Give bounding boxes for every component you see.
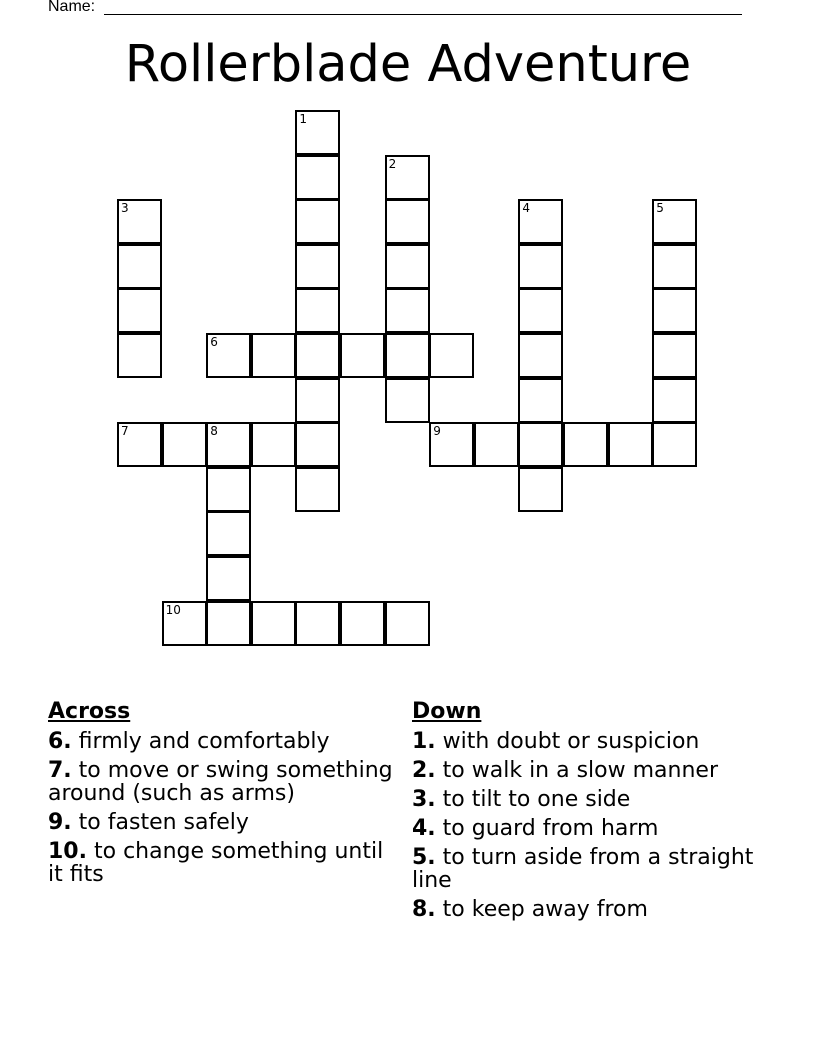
- clue-number: 3.: [412, 787, 436, 812]
- grid-cell[interactable]: [518, 244, 563, 289]
- clue-text: firmly and comfortably: [78, 729, 330, 754]
- grid-cell[interactable]: [162, 601, 207, 646]
- grid-cell[interactable]: [340, 601, 385, 646]
- clue-number-label: 7: [121, 424, 129, 439]
- grid-cell[interactable]: [474, 422, 519, 467]
- grid-cell[interactable]: [652, 333, 697, 378]
- grid-cell[interactable]: [608, 422, 653, 467]
- clue-number-label: 2: [388, 156, 397, 171]
- grid-cell[interactable]: [295, 601, 340, 646]
- grid-cell[interactable]: [206, 556, 251, 601]
- clue-across: [48, 759, 393, 805]
- grid-cell[interactable]: [385, 199, 430, 244]
- grid-cell[interactable]: [652, 199, 697, 244]
- across-heading: Across: [48, 699, 131, 724]
- grid-cell[interactable]: [385, 601, 430, 646]
- clue-number: 6.: [48, 729, 72, 754]
- grid-cell[interactable]: [385, 244, 430, 289]
- grid-cell[interactable]: [518, 199, 563, 244]
- grid-cell[interactable]: [518, 288, 563, 333]
- across-clues: [48, 700, 393, 892]
- grid-cell[interactable]: [652, 244, 697, 289]
- grid-cell[interactable]: [295, 467, 340, 512]
- grid-cell[interactable]: [206, 601, 251, 646]
- clue-number-label: 1: [299, 112, 308, 126]
- clue-number: 2.: [412, 758, 436, 783]
- puzzle-title: Rollerblade Adventure: [124, 35, 692, 94]
- clue-number: 4.: [412, 816, 436, 841]
- grid-cell[interactable]: [652, 378, 697, 423]
- clue-text: to change something until it fits: [48, 839, 384, 887]
- grid-cell[interactable]: [385, 333, 430, 378]
- grid-cell[interactable]: [295, 244, 340, 289]
- grid-cell[interactable]: [295, 288, 340, 333]
- grid-cell[interactable]: [162, 422, 207, 467]
- clue-text: to guard from harm: [442, 816, 659, 841]
- clue-number-label: 8: [210, 424, 218, 439]
- clue-number-label: 6: [210, 335, 218, 349]
- grid-cell[interactable]: [429, 422, 474, 467]
- grid-cell[interactable]: [206, 422, 251, 467]
- down-clues: [412, 700, 772, 927]
- clue-down: [412, 788, 772, 811]
- grid-cell[interactable]: [117, 244, 162, 289]
- clue-text: to keep away from: [442, 897, 648, 922]
- grid-cell[interactable]: [295, 199, 340, 244]
- grid-cell[interactable]: [295, 110, 340, 155]
- clue-down: [412, 898, 772, 921]
- grid-cell[interactable]: [429, 333, 474, 378]
- clue-number-label: 5: [656, 201, 664, 216]
- clue-down: [412, 846, 772, 892]
- grid-cell[interactable]: [295, 333, 340, 378]
- clue-across: [48, 811, 393, 834]
- clue-text: to move or swing something around (such as arms): [48, 758, 393, 806]
- grid-cell[interactable]: [385, 288, 430, 333]
- grid-cell[interactable]: [117, 199, 162, 244]
- grid-cell[interactable]: [295, 155, 340, 200]
- grid-cell[interactable]: [340, 333, 385, 378]
- grid-cell[interactable]: [251, 601, 296, 646]
- clue-down: [412, 759, 772, 782]
- grid-cell[interactable]: [206, 333, 251, 378]
- grid-cell[interactable]: [295, 422, 340, 467]
- grid-cell[interactable]: [117, 288, 162, 333]
- grid-cell[interactable]: [652, 422, 697, 467]
- grid-cell[interactable]: [385, 155, 430, 200]
- grid-cell[interactable]: [518, 333, 563, 378]
- grid-cell[interactable]: [251, 333, 296, 378]
- grid-cell[interactable]: [117, 422, 162, 467]
- clue-down: [412, 817, 772, 840]
- grid-cell[interactable]: [652, 288, 697, 333]
- clue-number: 5.: [412, 845, 436, 870]
- clue-across: [48, 840, 393, 886]
- clue-number: 10.: [48, 839, 87, 864]
- clue-number: 7.: [48, 758, 72, 783]
- grid-cell[interactable]: [385, 378, 430, 423]
- grid-cell[interactable]: [563, 422, 608, 467]
- clue-across: [48, 730, 393, 753]
- grid-cell[interactable]: [117, 333, 162, 378]
- grid-cell[interactable]: [295, 378, 340, 423]
- clue-number: 1.: [412, 729, 436, 754]
- clue-number-label: 10: [165, 602, 181, 617]
- grid-cell[interactable]: [518, 422, 563, 467]
- clue-number-label: 9: [433, 424, 441, 439]
- clue-text: to fasten safely: [78, 810, 249, 835]
- grid-cell[interactable]: [206, 511, 251, 556]
- clue-down: [412, 730, 772, 753]
- clue-number-label: 4: [522, 201, 531, 216]
- grid-cell[interactable]: [206, 467, 251, 512]
- clue-text: with doubt or suspicion: [442, 729, 700, 754]
- grid-cell[interactable]: [518, 378, 563, 423]
- clue-number: 9.: [48, 810, 72, 835]
- down-heading: Down: [412, 699, 482, 724]
- clue-text: to turn aside from a straight line: [412, 845, 754, 893]
- grid-cell[interactable]: [518, 467, 563, 512]
- clue-text: to walk in a slow manner: [442, 758, 718, 783]
- clue-number-label: 3: [121, 201, 129, 216]
- clue-text: to tilt to one side: [442, 787, 631, 812]
- name-label: Name:: [48, 0, 96, 15]
- grid-cell[interactable]: [251, 422, 296, 467]
- clue-number: 8.: [412, 897, 436, 922]
